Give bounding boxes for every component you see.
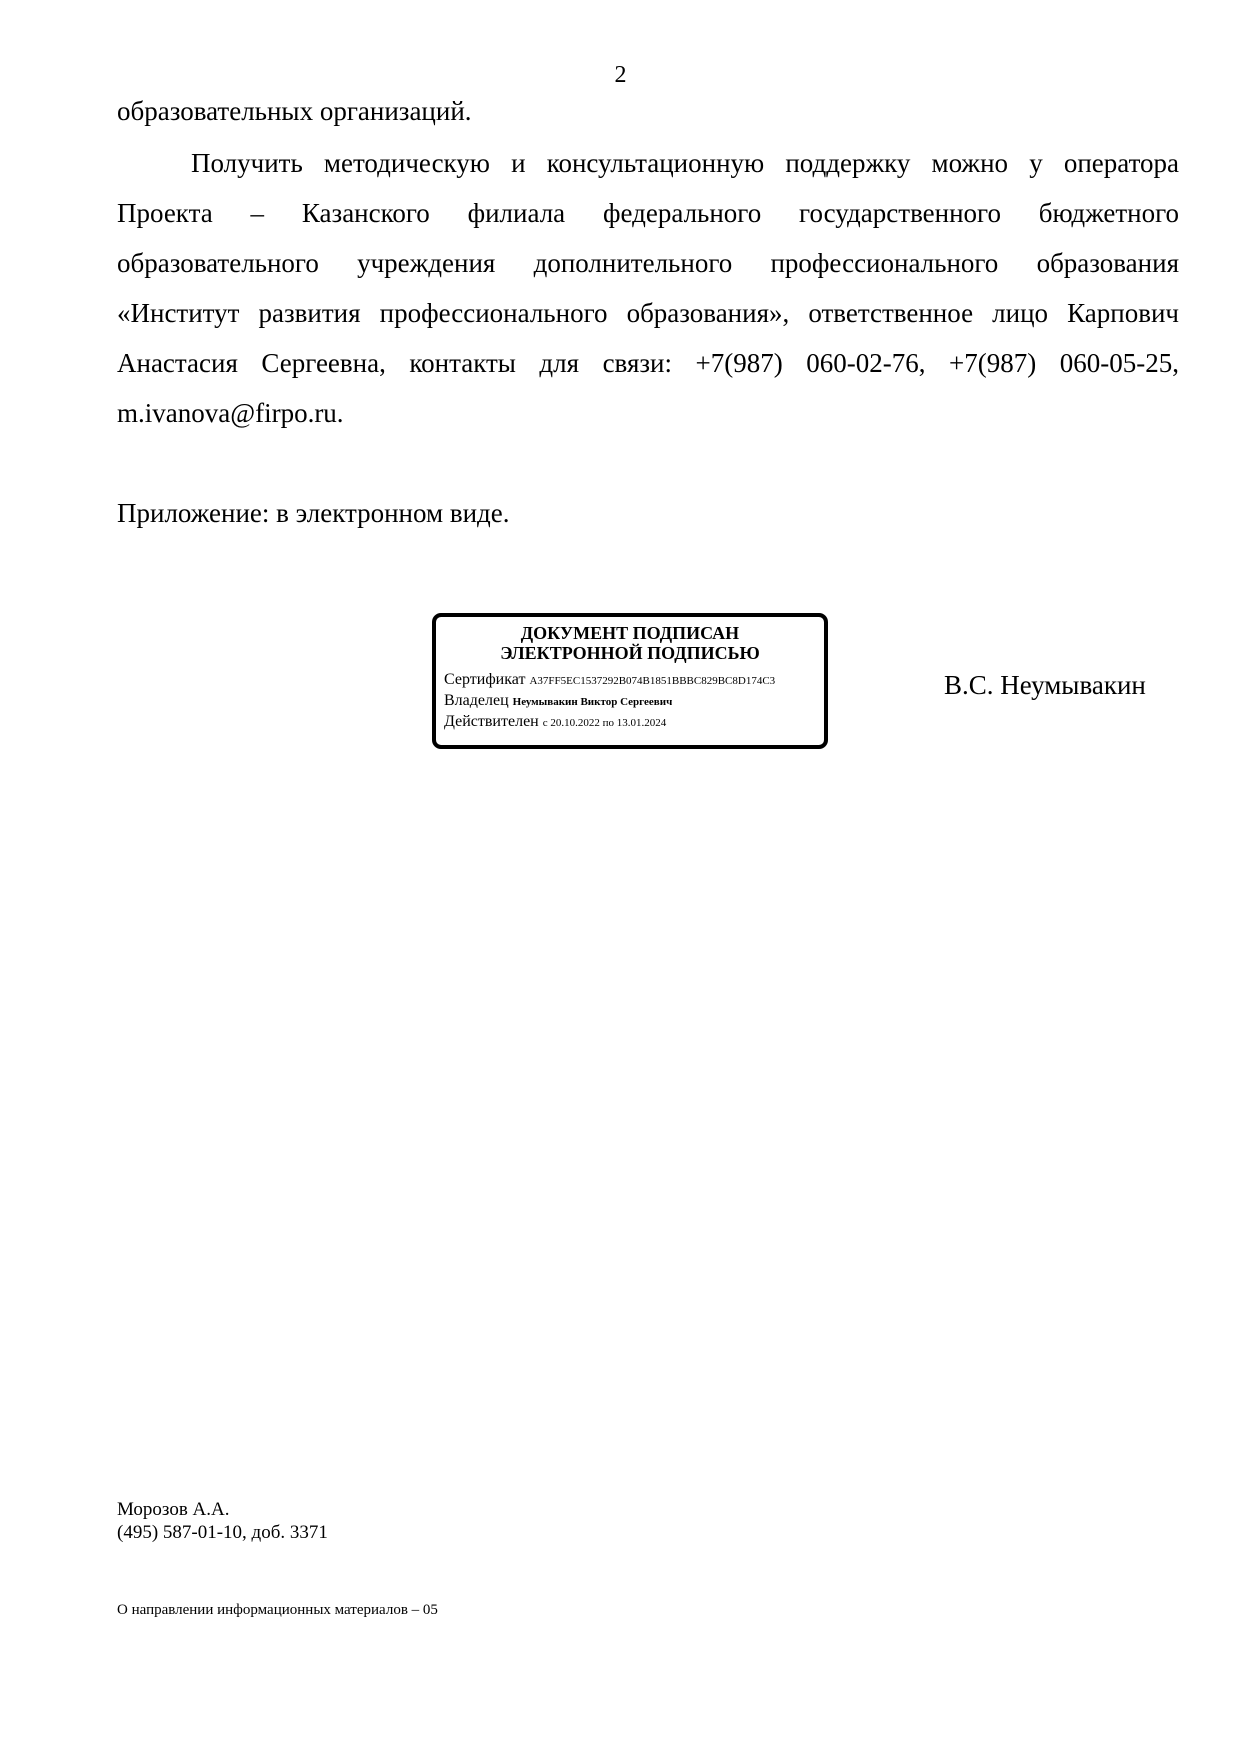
stamp-owner-value: Неумывакин Виктор Сергеевич — [512, 696, 673, 708]
stamp-validity-value: с 20.10.2022 по 13.01.2024 — [542, 717, 667, 729]
footer-document-note: О направлении информационных материалов – 05 — [117, 1602, 438, 1618]
executor-block — [117, 1498, 328, 1544]
stamp-owner-label: Владелец — [444, 692, 509, 709]
stamp-certificate-value: A37FF5EC1537292B074B1851BBBC829BC8D174C3 — [529, 675, 776, 687]
stamp-certificate-label: Сертификат — [444, 671, 526, 688]
stamp-owner-row — [444, 691, 816, 712]
attachment-line: Приложение: в электронном виде. — [117, 498, 510, 528]
stamp-certificate-row — [444, 670, 816, 691]
stamp-validity-label: Действителен — [444, 713, 539, 730]
executor-name: Морозов А.А. — [117, 1499, 230, 1520]
electronic-signature-stamp — [432, 613, 828, 749]
support-paragraph: Получить методическую и консультационную поддержку можно у оператора Проекта – Казанского филиала федерального государственного бюджетного образовательного учреждения дополнительного профессионального образования «Институт развития профессионального образования», ответственное лицо Карпович Анастасия Сергеевна, контакты для связи: +7(987) 060-02-76, +7(987) 060-05-25, m.ivanova@firpo.ru. — [117, 148, 1179, 428]
stamp-title-line-1: ДОКУМЕНТ ПОДПИСАН — [520, 623, 740, 643]
signer-name: В.С. Неумывакин — [944, 670, 1146, 700]
executor-phone: (495) 587-01-10, доб. 3371 — [117, 1522, 328, 1543]
stamp-validity-row — [444, 712, 816, 733]
continued-text-line: образовательных организаций. — [117, 96, 472, 126]
page-number: 2 — [614, 62, 627, 88]
stamp-title-line-2: ЭЛЕКТРОННОЙ ПОДПИСЬЮ — [500, 643, 760, 663]
